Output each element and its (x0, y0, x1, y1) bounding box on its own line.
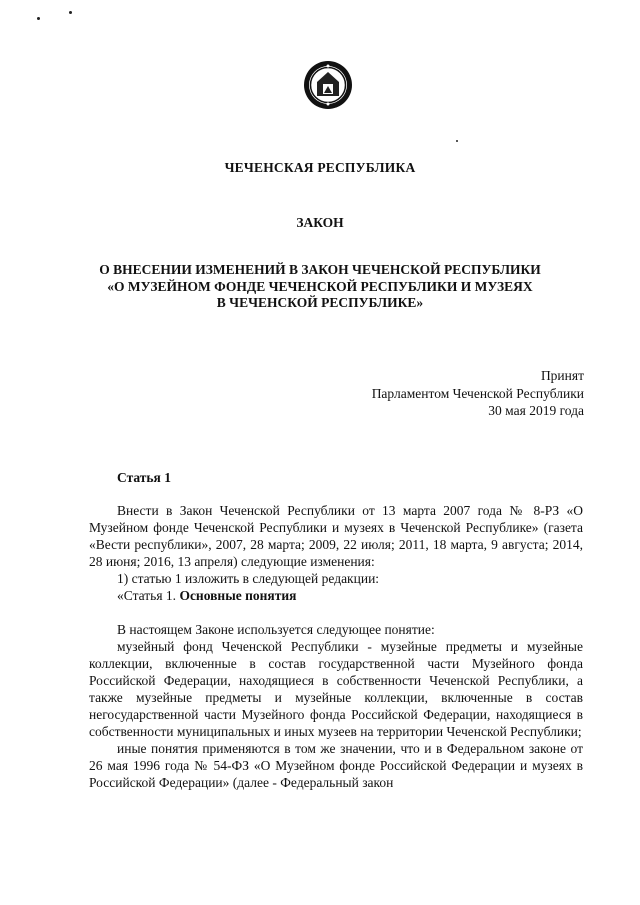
law-title (0, 262, 640, 312)
amendment-item: 1) статью 1 изложить в следующей редакции: (117, 571, 380, 586)
scan-speck (69, 11, 72, 14)
adoption-block (372, 367, 584, 420)
scan-speck (456, 140, 458, 142)
adoption-line: Принят (540, 368, 584, 383)
quoted-article-heading (89, 587, 583, 604)
quoted-article-prefix: «Статья 1. (117, 588, 180, 603)
law-title-line: В ЧЕЧЕНСКОЙ РЕСПУБЛИКЕ» (216, 295, 424, 310)
article-intro: Внести в Закон Чеченской Республики от 13 марта 2007 года № 8-РЗ «О Музейном фонде Чеченской Республики и музеях в Чеченской Республике» (газета «Вести республики», 2007, 28 марта; 2009, 22 июля; 2011, 18 марта, 9 августа; 2014, 28 июня; 2016, 13 апреля) следующие изменения: (89, 503, 583, 569)
document-type: ЗАКОН (296, 215, 344, 230)
scan-speck (37, 17, 40, 20)
adoption-line: Парламентом Чеченской Республики (371, 385, 584, 401)
adoption-date: 30 мая 2019 года (488, 403, 584, 418)
paragraph: В настоящем Законе используется следующее понятие: (117, 622, 435, 637)
paragraph: музейный фонд Чеченской Республики - музейные предметы и музейные коллекции, включенные в состав государственной части Музейного фонда Российской Федерации, находящиеся в собственности Чеченской Республики, а также музейные предметы и музейные коллекции, включенные в состав негосударственной части Музейного фонда Российской Федерации, находящиеся в собственности муниципальных и иных музеев на территории Чеченской Республики; (89, 639, 583, 739)
article-body (89, 502, 583, 791)
law-title-line: «О МУЗЕЙНОМ ФОНДЕ ЧЕЧЕНСКОЙ РЕСПУБЛИКИ И МУЗЕЯХ (107, 278, 533, 294)
paragraph: иные понятия применяются в том же значении, что и в Федеральном законе от 26 мая 1996 года № 54-ФЗ «О Музейном фонде Российской Федерации и музеях в Российской Федерации» (далее - Федеральный закон (89, 741, 583, 790)
coat-of-arms-emblem (303, 60, 353, 110)
article-heading: Статья 1 (117, 470, 171, 485)
quoted-article-title: Основные понятия (179, 588, 297, 603)
republic-name: ЧЕЧЕНСКАЯ РЕСПУБЛИКА (224, 160, 416, 175)
law-title-line: О ВНЕСЕНИИ ИЗМЕНЕНИЙ В ЗАКОН ЧЕЧЕНСКОЙ РЕСПУБЛИКИ (99, 262, 541, 277)
